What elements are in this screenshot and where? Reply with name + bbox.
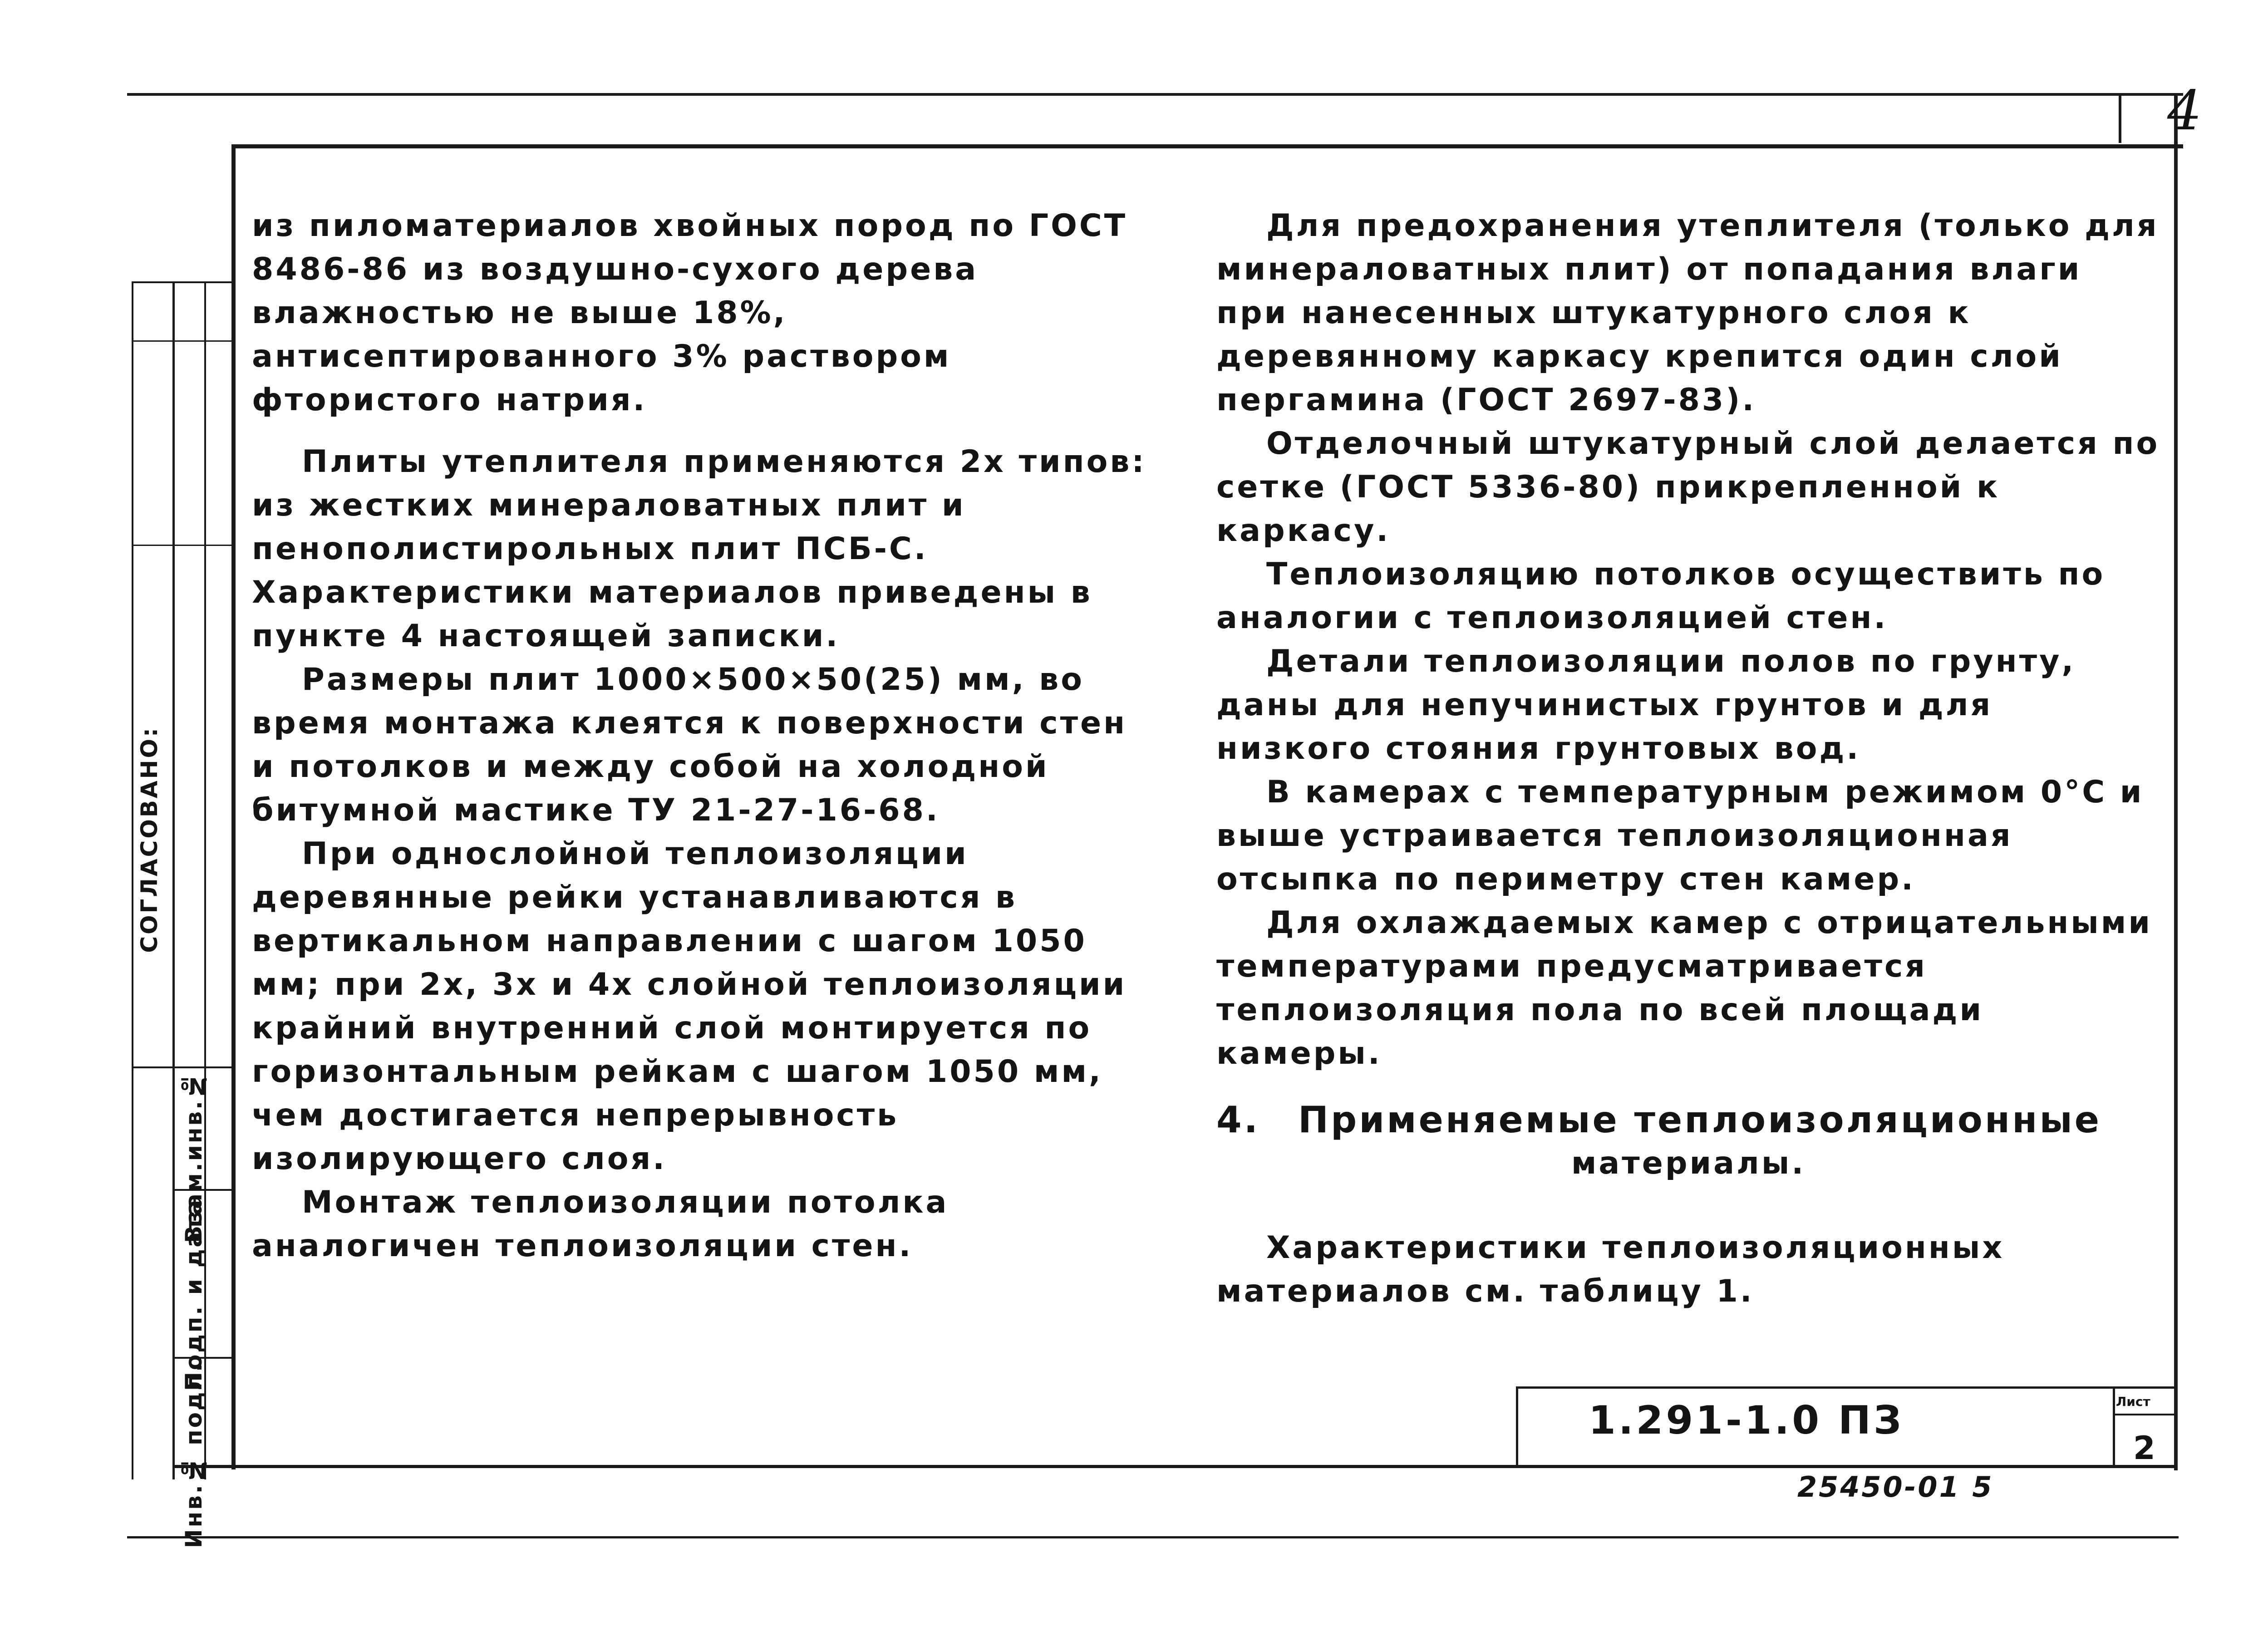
paragraph: из пиломатериалов хвойных пород по ГОСТ 8486-86 из воздушно-сухого дерева влажностью не выше 18%, антисептированного 3% раствором фтористого натрия. [252,208,1128,418]
margin-line-2 [172,281,175,1479]
inv-orig-stamp: Инв.№ подл. [181,1361,207,1548]
paragraph: Плиты утеплителя применяются 2х типов: из жестких минераловатных плит и пенополистирольных плит ПСБ-С. Характеристики материалов приведены в пункте 4 настоящей записки. [252,444,1146,654]
paragraph: Теплоизоляцию потолков осуществить по аналогии с теплоизоляцией стен. [1216,556,2106,636]
inner-frame-left [231,144,236,1469]
title-block-left [1516,1386,1518,1466]
margin-row-4 [132,1066,234,1068]
sheet-label: Лист [2116,1394,2150,1409]
inv-replace-stamp: Взам.инв.№ [181,1071,207,1243]
corner-page-number: 4 [2167,79,2202,142]
section-body: Характеристики теплоизоляционных материалов см. таблицу 1. [1216,1230,2005,1309]
paragraph: Для охлаждаемых камер с отрицательными температурами предусматривается теплоизоляция пола по всей площади камеры. [1216,905,2153,1071]
paragraph: Для предохранения утеплителя (только для минераловатных плит) от попадания влаги при нанесенных штукатурного слоя к деревянному каркасу крепится один слой пергамина (ГОСТ 2697-83). [1216,208,2159,418]
section-title-line1: Применяемые теплоизоляционные [1298,1099,2102,1141]
paragraph: В камерах с температурным режимом 0°С и выше устраивается теплоизоляционная отсыпка по периметру стен камер. [1216,774,2144,897]
margin-row-2 [132,340,234,342]
margin-line-1 [132,281,133,1479]
inner-frame-top [231,144,2183,148]
inner-frame-right [2174,93,2178,1470]
margin-row-1 [132,281,234,283]
title-block-top [1516,1386,2176,1389]
paragraph: Отделочный штукатурный слой делается по сетке (ГОСТ 5336-80) прикрепленной к каркасу. [1216,426,2160,549]
section-number: 4. [1216,1099,1260,1141]
paragraph: Детали теплоизоляции полов по грунту, даны для непучинистых грунтов и для низкого стояния грунтовых вод. [1216,644,2076,766]
sheet-number: 2 [2133,1430,2155,1467]
corner-box-left [2119,93,2121,143]
agreed-stamp: СОГЛАСОВАНО: [136,726,162,953]
archive-number: 25450-01 5 [1797,1470,1994,1504]
paragraph: При однослойной теплоизоляции деревянные рейки устанавливаются в вертикальном направлении с шагом 1050 мм; при 2х, 3х и 4х слойной теплоизоляции крайний внутренний слой монтируется по горизонтальным рейкам с шагом 1050 мм, чем достигается непрерывность изолирующего слоя. [252,836,1127,1177]
right-text-column [1216,204,2160,1313]
left-text-column [252,204,1160,1268]
document-code: 1.291-1.0 ПЗ [1589,1398,1904,1443]
outer-frame-top [127,93,2183,96]
section-heading [1216,1098,2160,1142]
sign-date-stamp: Подп. и дата [181,1198,207,1391]
inner-frame-bottom [172,1465,2176,1468]
paragraph: Размеры плит 1000×500×50(25) мм, во время монтажа клеятся к поверхности стен и потолков и между собой на холодной битумной мастике ТУ 21-27-16-68. [252,662,1127,828]
title-block-sheet-label-line [2113,1414,2176,1415]
paragraph: Монтаж теплоизоляции потолка аналогичен теплоизоляции стен. [252,1184,949,1264]
margin-row-3 [132,545,234,546]
title-block-sheet-divider [2113,1386,2115,1466]
section-title-line2: материалы. [1571,1145,1806,1181]
outer-frame-bottom [127,1536,2179,1538]
